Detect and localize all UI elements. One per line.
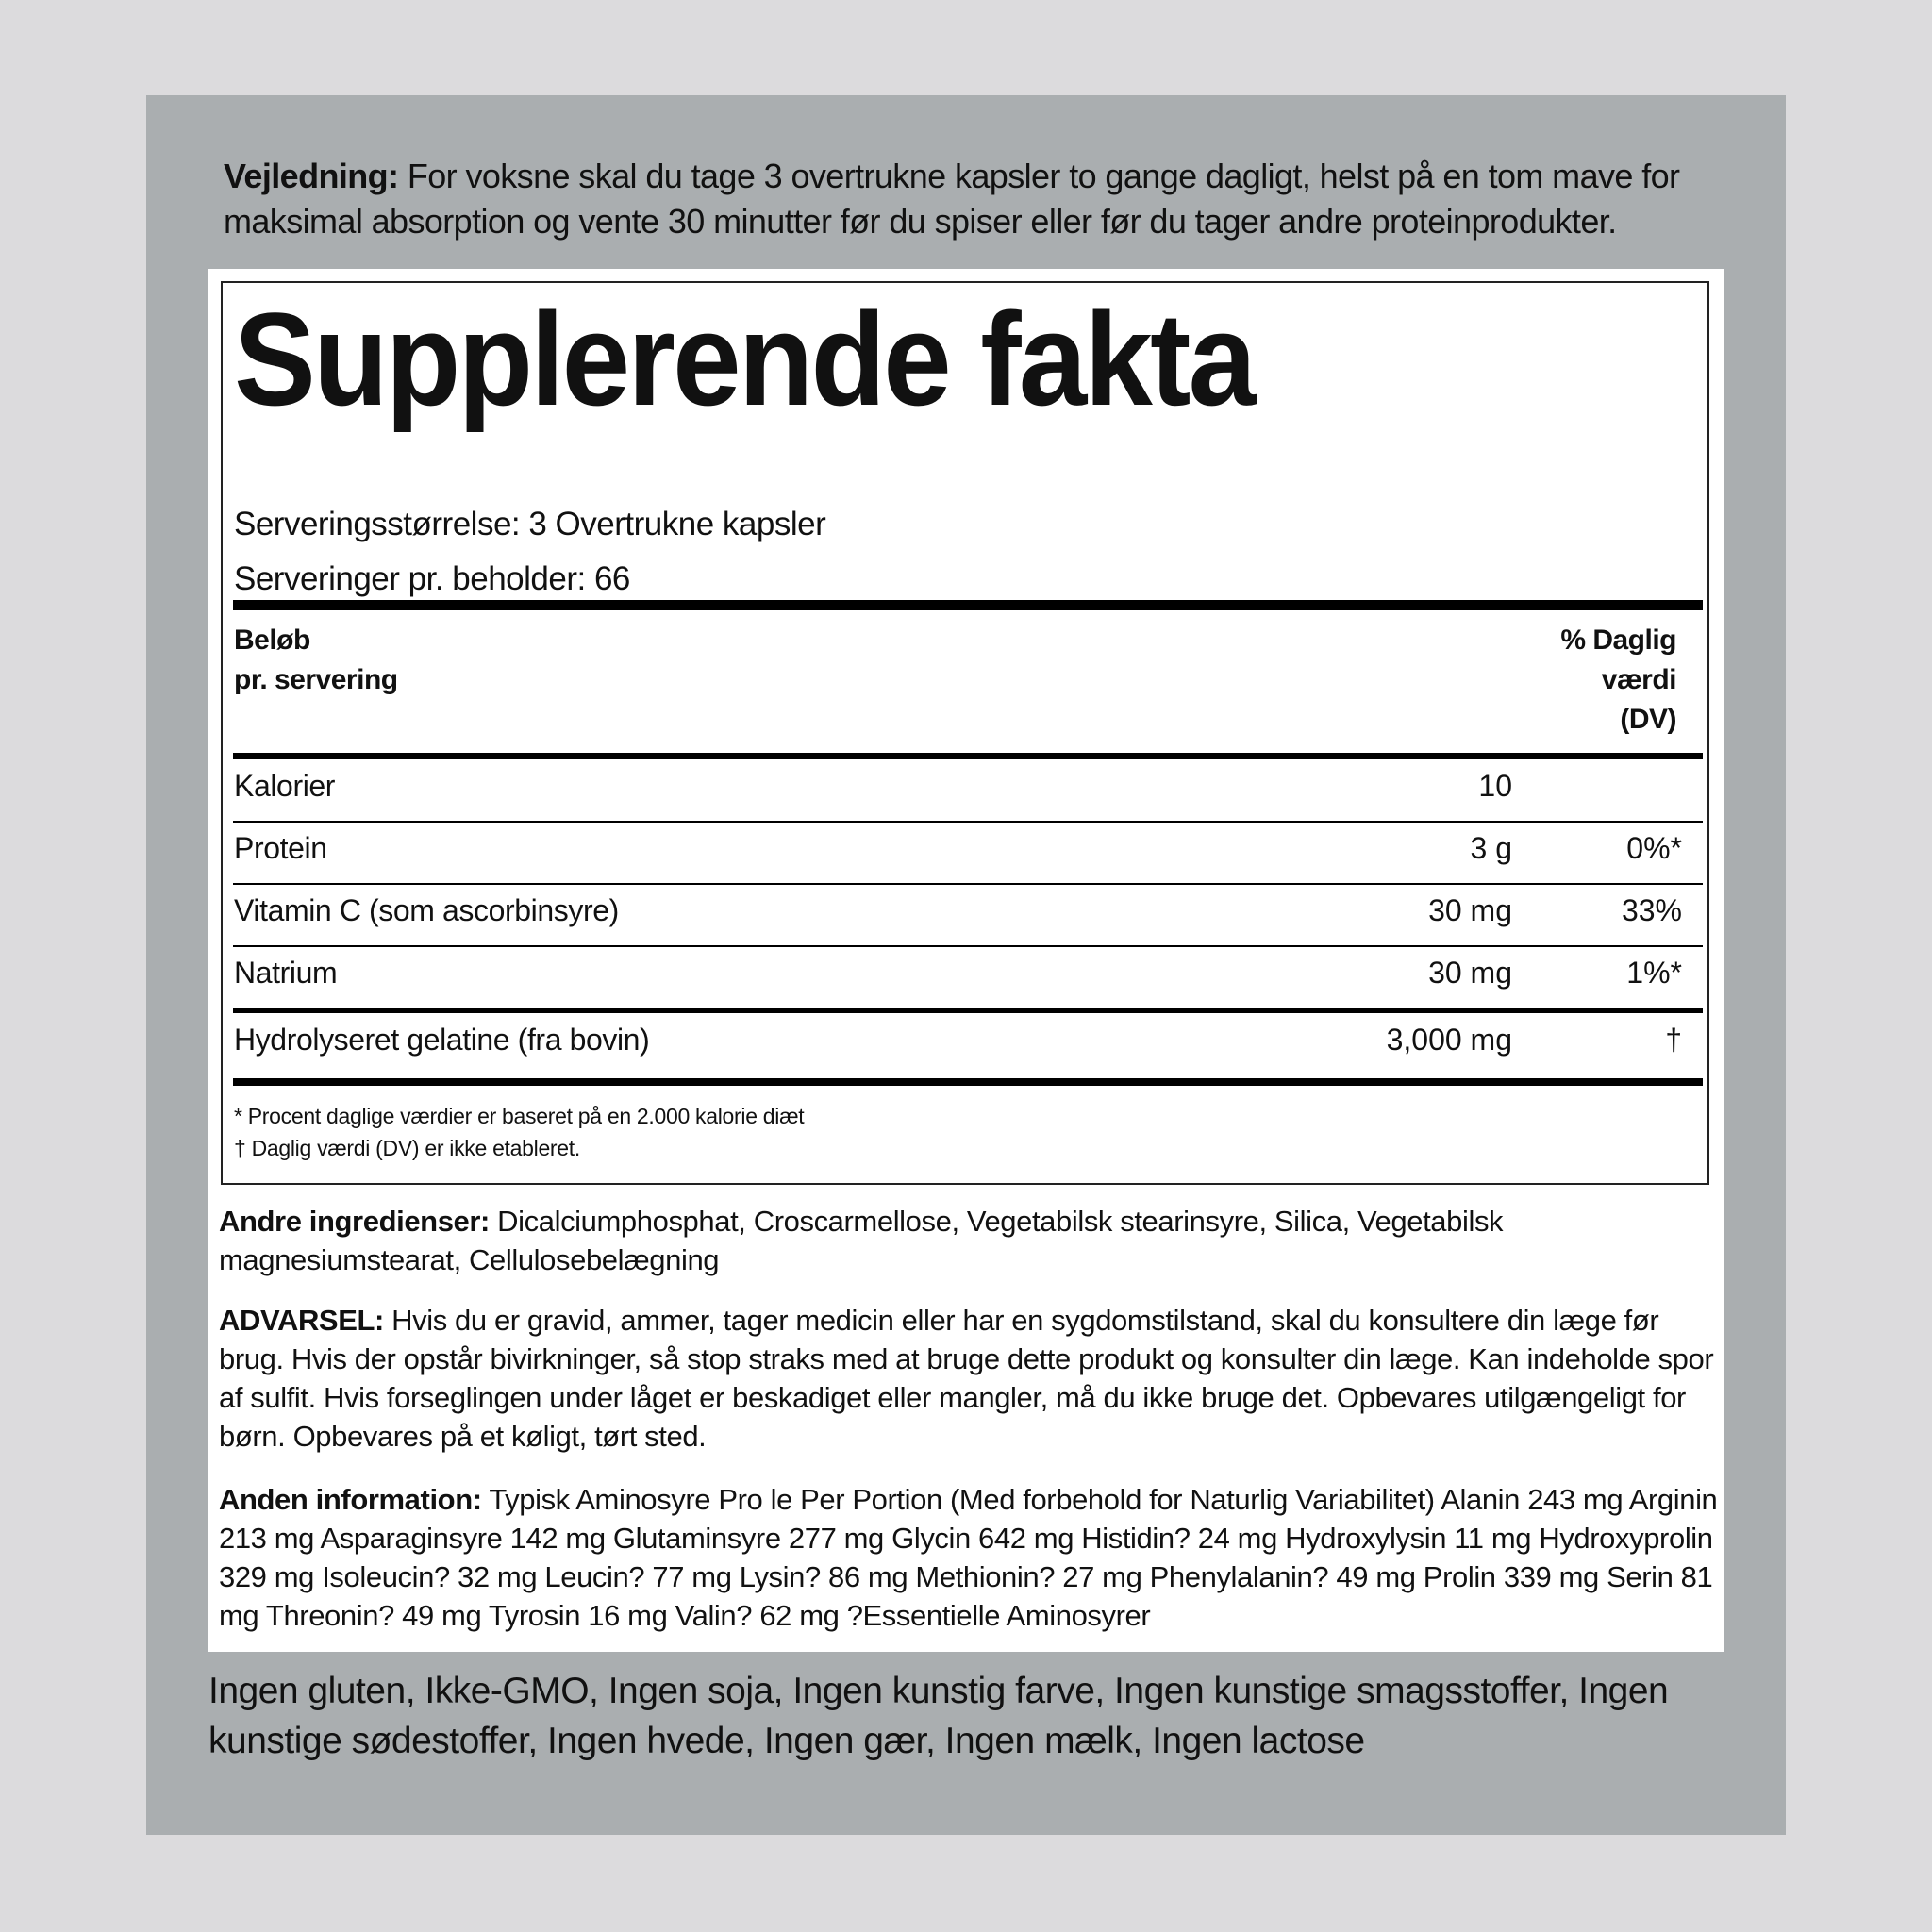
other-information-text: Typisk Aminosyre Pro le Per Portion (Med forbehold for Naturlig Variabilitet) Alanin 243 mg Arginin 213 mg Asparaginsyre 142 mg Glutaminsyre 277 mg Glycin 642 mg Histidin? 24 mg Hydroxylysin 11 mg Hydroxyprolin 329 mg Isoleucin? 32 mg Leucin? 77 mg Lysin? 86 mg Methionin? 27 mg Phenylalanin? 49 mg Prolin 339 mg Serin 81 mg Threonin? 49 mg Tyrosin 16 mg Valin? 62 mg ?Essentielle Aminosyrer xyxy=(219,1483,1718,1632)
thick-divider xyxy=(233,600,1703,610)
directions-label: Vejledning: xyxy=(224,157,399,195)
supplement-facts-box xyxy=(221,281,1709,1185)
dv-header-line1: % Daglig xyxy=(1560,625,1676,656)
free-from-claims: Ingen gluten, Ikke-GMO, Ingen soja, Ingen kunstig farve, Ingen kunstige smagsstoffer, Ingen kunstige sødestoffer, Ingen hvede, Ingen gær, Ingen mælk, Ingen lactose xyxy=(208,1671,1669,1761)
nutrient-dv: 0%* xyxy=(1626,831,1682,865)
other-information-label: Anden information: xyxy=(219,1483,482,1516)
directions xyxy=(224,154,1714,244)
white-card xyxy=(208,269,1724,1652)
nutrient-amount: 3,000 mg xyxy=(1386,1023,1512,1057)
nutrient-dv: 33% xyxy=(1621,893,1682,927)
footnote-daily-values: * Procent daglige værdier er baseret på en 2.000 kalorie diæt xyxy=(234,1104,805,1128)
nutrient-row xyxy=(233,759,1703,820)
amount-header-line1: Beløb xyxy=(234,625,310,656)
other-ingredients-label: Andre ingredienser: xyxy=(219,1205,490,1238)
nutrient-dv: 1%* xyxy=(1626,956,1682,990)
warning-label: ADVARSEL: xyxy=(219,1304,384,1337)
nutrient-name: Hydrolyseret gelatine (fra bovin) xyxy=(234,1023,650,1057)
nutrient-name: Vitamin C (som ascorbinsyre) xyxy=(234,893,619,927)
other-ingredients-text: Dicalciumphosphat, Croscarmellose, Vegetabilsk stearinsyre, Silica, Vegetabilsk magnesiumstearat, Cellulosebelægning xyxy=(219,1205,1504,1276)
directions-text: For voksne skal du tage 3 overtrukne kapsler to gange dagligt, helst på en tom mave for maksimal absorption og vente 30 minutter før du spiser eller før du tager andre proteinprodukter. xyxy=(224,157,1680,241)
nutrient-row xyxy=(233,1013,1703,1074)
nutrient-dv: † xyxy=(1665,1023,1682,1057)
dv-header-line2: værdi xyxy=(1601,664,1676,695)
warning-text: Hvis du er gravid, ammer, tager medicin eller har en sygdomstilstand, skal du konsultere din læge før brug. Hvis der opstår bivirkninger, så stop straks med at bruge dette produkt og konsulter din læge. Kan indeholde spor af sulfit. Hvis forseglingen under låget er beskadiget eller mangler, må du ikke bruge det. Opbevares utilgængeligt for børn. Opbevares på et køligt, tørt sted. xyxy=(219,1304,1714,1453)
nutrient-row xyxy=(233,946,1703,1007)
bottom-divider xyxy=(233,1078,1703,1086)
header-divider xyxy=(233,753,1703,759)
other-ingredients xyxy=(219,1202,1719,1279)
footnote-dagger: † Daglig værdi (DV) er ikke etableret. xyxy=(234,1136,580,1160)
nutrient-row xyxy=(233,884,1703,944)
nutrient-amount: 30 mg xyxy=(1428,956,1512,990)
other-information xyxy=(219,1480,1719,1635)
serving-size: Serveringsstørrelse: 3 Overtrukne kapsler xyxy=(234,506,826,542)
amount-header-line2: pr. servering xyxy=(234,664,398,695)
nutrient-amount: 30 mg xyxy=(1428,893,1512,927)
nutrient-row xyxy=(233,822,1703,882)
facts-title: Supplerende fakta xyxy=(234,285,1255,433)
nutrient-amount: 3 g xyxy=(1470,831,1512,865)
servings-per-container: Serveringer pr. beholder: 66 xyxy=(234,560,630,597)
nutrient-name: Natrium xyxy=(234,956,338,990)
dv-header xyxy=(1560,621,1676,740)
nutrient-name: Protein xyxy=(234,831,327,865)
nutrient-name: Kalorier xyxy=(234,769,336,803)
amount-header xyxy=(234,621,398,700)
nutrient-amount: 10 xyxy=(1478,769,1512,803)
label-panel xyxy=(146,95,1786,1835)
dv-header-line3: (DV) xyxy=(1620,704,1676,735)
warning xyxy=(219,1301,1719,1456)
